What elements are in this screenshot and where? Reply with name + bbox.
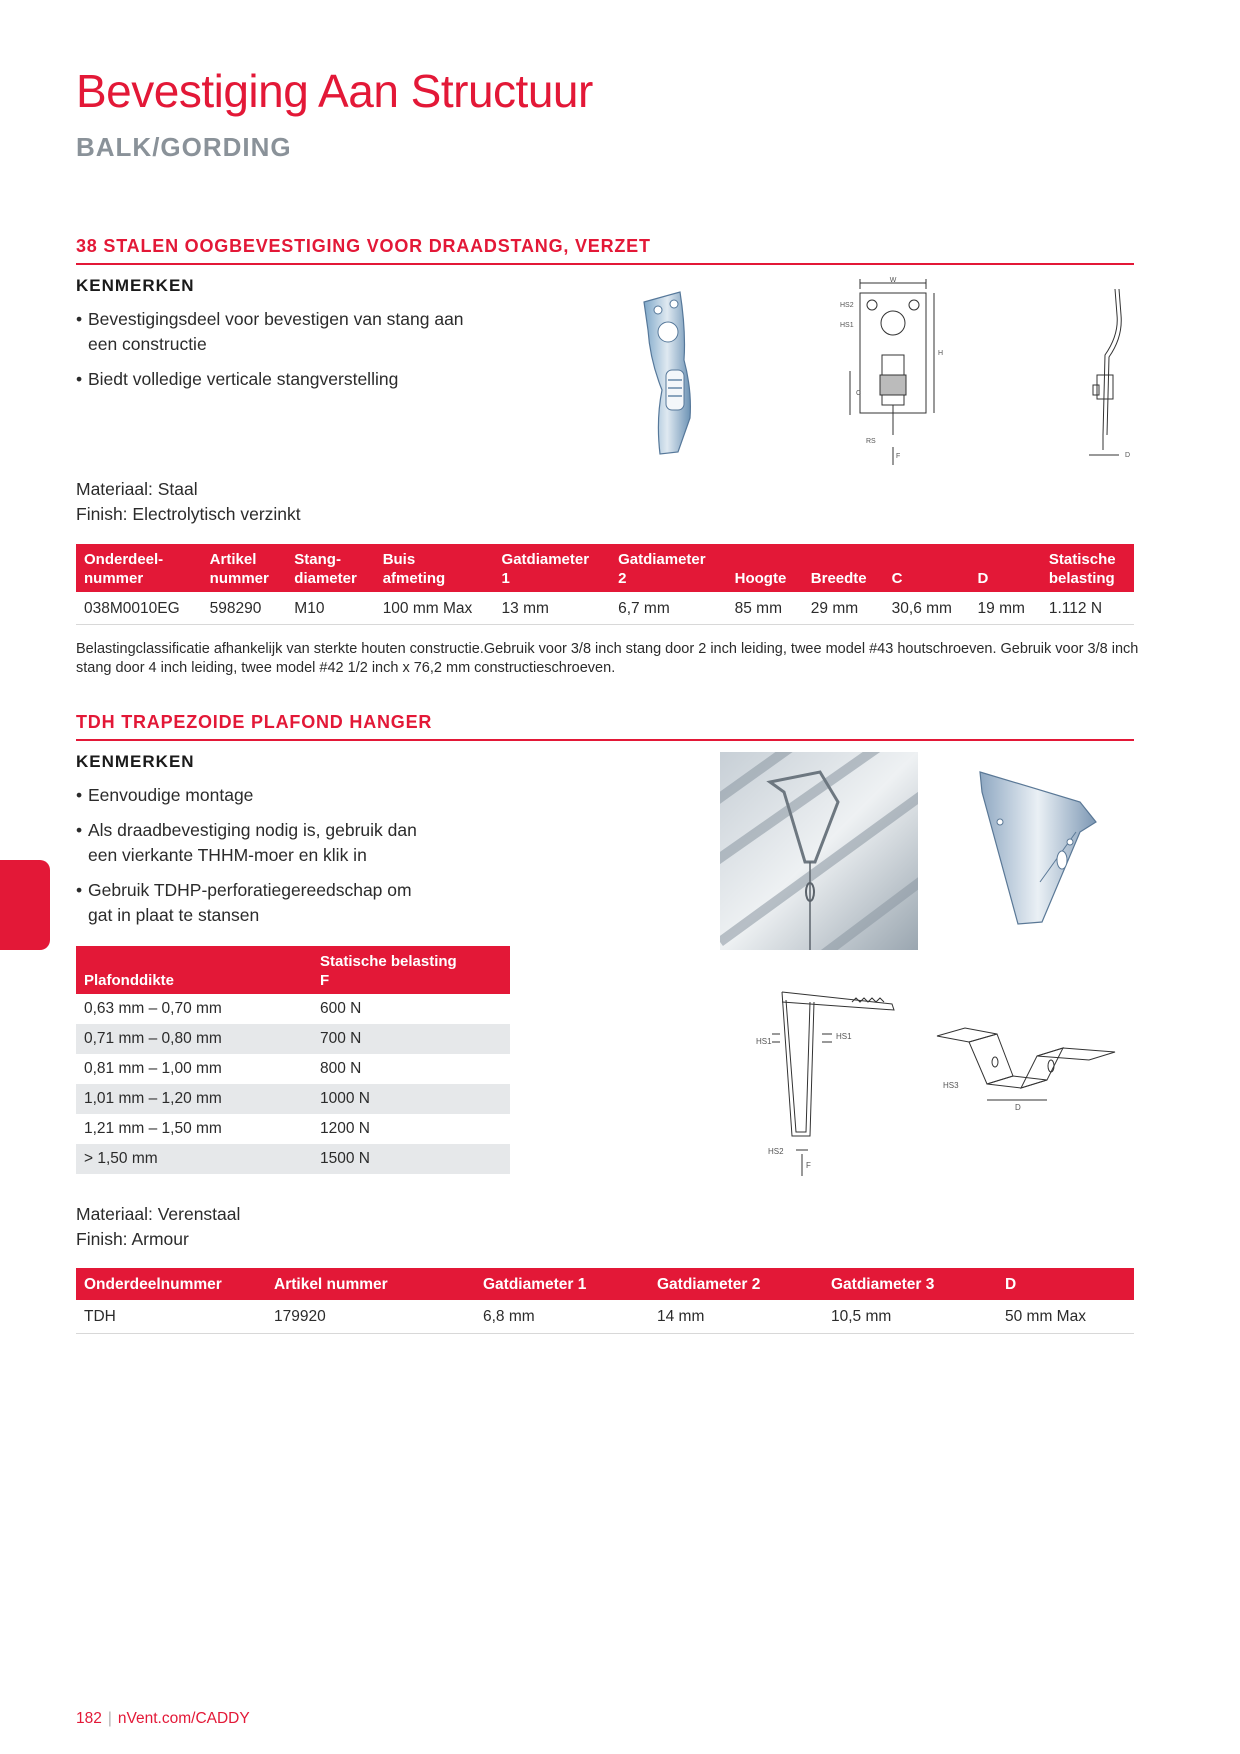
footer-separator: |: [107, 1710, 112, 1727]
features-list: [76, 783, 436, 938]
table-cell: 1.112 N: [1041, 592, 1134, 625]
table-row: [76, 1084, 510, 1114]
col-header: Plafonddikte: [76, 946, 312, 994]
table-cell: TDH: [76, 1300, 266, 1334]
col-header: Gatdiameter 1: [494, 544, 611, 592]
col-header: Artikel nummer: [202, 544, 287, 592]
table-cell: 50 mm Max: [997, 1300, 1134, 1334]
dim-label-hs1: HS1: [840, 322, 854, 329]
footer-site-link[interactable]: nVent.com/CADDY: [117, 1710, 250, 1727]
eye-fitting-front-drawing: [830, 275, 950, 470]
col-header: Buis afmeting: [375, 544, 494, 592]
feature-item: • Eenvoudige montage: [76, 783, 436, 808]
table-row: [76, 1024, 510, 1054]
table-cell: 6,8 mm: [475, 1300, 649, 1334]
dim-label-rs: RS: [866, 438, 876, 445]
table-cell: 598290: [202, 592, 287, 625]
chapter-tab-marker: [0, 860, 50, 950]
col-header: Gatdiameter 2: [649, 1268, 823, 1300]
dim-label-w: W: [889, 277, 897, 284]
table-cell: 1500 N: [312, 1144, 510, 1174]
table-cell: 0,81 mm – 1,00 mm: [84, 1060, 222, 1077]
table-cell: 600 N: [320, 1000, 362, 1017]
table-cell: 29 mm: [803, 592, 884, 625]
material-tdh: Materiaal: Verenstaal: [76, 1204, 241, 1224]
table-header-row: [76, 946, 510, 994]
dim-label-hs2: HS2: [840, 302, 854, 309]
dim-label-hs1-left: HS1: [756, 1037, 772, 1046]
table-cell: 30,6 mm: [884, 592, 970, 625]
dim-label-hs3: HS3: [943, 1081, 959, 1090]
dim-label-h: H: [938, 350, 944, 357]
table-cell: 1000 N: [312, 1084, 510, 1114]
table-cell: 85 mm: [727, 592, 803, 625]
table-cell: 800 N: [320, 1060, 362, 1077]
features-list: [76, 307, 496, 402]
trapezoid-hanger-side-drawing: [752, 986, 912, 1181]
table-cell: 1,01 mm – 1,20 mm: [76, 1084, 312, 1114]
table-row: [76, 592, 1134, 625]
page-footer: [76, 1710, 250, 1728]
table-cell: 100 mm Max: [375, 592, 494, 625]
dim-label-f: F: [896, 453, 901, 460]
table-row: [76, 994, 510, 1024]
eye-fitting-photo: [640, 290, 720, 460]
table-row: [76, 1054, 510, 1084]
table-cell: 10,5 mm: [823, 1300, 997, 1334]
col-header: Gatdiameter 3: [823, 1268, 997, 1300]
feature-item: • Biedt volledige verticale stangverstelling: [76, 367, 496, 392]
page-title: Bevestiging Aan Structuur: [76, 65, 593, 117]
page-number: 182: [76, 1710, 102, 1727]
installation-photo: [720, 752, 918, 950]
col-header: Stang- diameter: [286, 544, 374, 592]
table-cell: 1200 N: [320, 1120, 370, 1137]
col-header: Gatdiameter 2: [610, 544, 727, 592]
table-cell: 1,21 mm – 1,50 mm: [84, 1120, 222, 1137]
table-row: [76, 1144, 510, 1174]
features-label: KENMERKEN: [76, 752, 195, 771]
eye-fitting-side-drawing: [1075, 285, 1135, 470]
spec-table-38: [76, 544, 1134, 625]
col-header: Statische belasting: [1041, 544, 1134, 592]
feature-item: • Gebruik TDHP-perforatiegereedschap om gat in plaat te stansen: [76, 878, 436, 928]
col-header: Statische belasting F: [312, 946, 510, 994]
col-header: Gatdiameter 1: [475, 1268, 649, 1300]
dim-label-d: D: [1125, 452, 1131, 459]
col-header: Onderdeel- nummer: [76, 544, 202, 592]
col-header: Hoogte: [727, 544, 803, 592]
table-cell: 700 N: [312, 1024, 510, 1054]
table-cell: 0,71 mm – 0,80 mm: [76, 1024, 312, 1054]
col-header: Artikel nummer: [266, 1268, 475, 1300]
material-38: Materiaal: Staal: [76, 479, 198, 499]
table-cell: > 1,50 mm: [76, 1144, 312, 1174]
table-cell: 038M0010EG: [76, 592, 202, 625]
table-row: [76, 1114, 510, 1144]
col-header: D: [997, 1268, 1134, 1300]
load-note: Belastingclassificatie afhankelijk van sterkte houten constructie.Gebruik voor 3/8 inch stang door 2 inch leiding, twee model #43 houtschroeven. Gebruik voor 3/8 inch stang door 4 inch leiding, twee model #42 1/2 inch x 76,2 mm constructieschroeven.: [76, 641, 1139, 676]
table-header-row: [76, 1268, 1134, 1300]
table-cell: 13 mm: [494, 592, 611, 625]
section-heading-tdh: TDH TRAPEZOIDE PLAFOND HANGER: [76, 712, 1134, 741]
feature-item: • Bevestigingsdeel voor bevestigen van stang aan een constructie: [76, 307, 496, 357]
dim-label-hs2: HS2: [768, 1147, 784, 1156]
finish-38: Finish: Electrolytisch verzinkt: [76, 504, 301, 524]
trapezoid-hanger-photo: [970, 762, 1110, 932]
table-cell: M10: [286, 592, 374, 625]
table-cell: 0,63 mm – 0,70 mm: [84, 1000, 222, 1017]
dim-label-d: D: [1015, 1103, 1021, 1112]
table-cell: 14 mm: [649, 1300, 823, 1334]
dim-label-f: F: [806, 1161, 811, 1170]
table-cell: 19 mm: [970, 592, 1041, 625]
col-header: Breedte: [803, 544, 884, 592]
table-cell: 6,7 mm: [610, 592, 727, 625]
table-row: [76, 1300, 1134, 1334]
dim-label-hs1-right: HS1: [836, 1032, 852, 1041]
table-cell: 179920: [266, 1300, 475, 1334]
spec-table-tdh: [76, 1268, 1134, 1334]
dim-label-c: C: [856, 390, 862, 397]
col-header: C: [884, 544, 970, 592]
finish-tdh: Finish: Armour: [76, 1229, 189, 1249]
col-header: D: [970, 544, 1041, 592]
trapezoid-hanger-iso-drawing: [935, 1026, 1135, 1126]
load-table-tdh: [76, 946, 510, 1174]
page-subtitle: BALK/GORDING: [76, 132, 292, 162]
col-header: Onderdeelnummer: [76, 1268, 266, 1300]
features-label: KENMERKEN: [76, 276, 195, 295]
section-heading-38: 38 STALEN OOGBEVESTIGING VOOR DRAADSTANG, VERZET: [76, 236, 1134, 265]
table-header-row: [76, 544, 1134, 592]
feature-item: • Als draadbevestiging nodig is, gebruik dan een vierkante THHM-moer en klik in: [76, 818, 436, 868]
